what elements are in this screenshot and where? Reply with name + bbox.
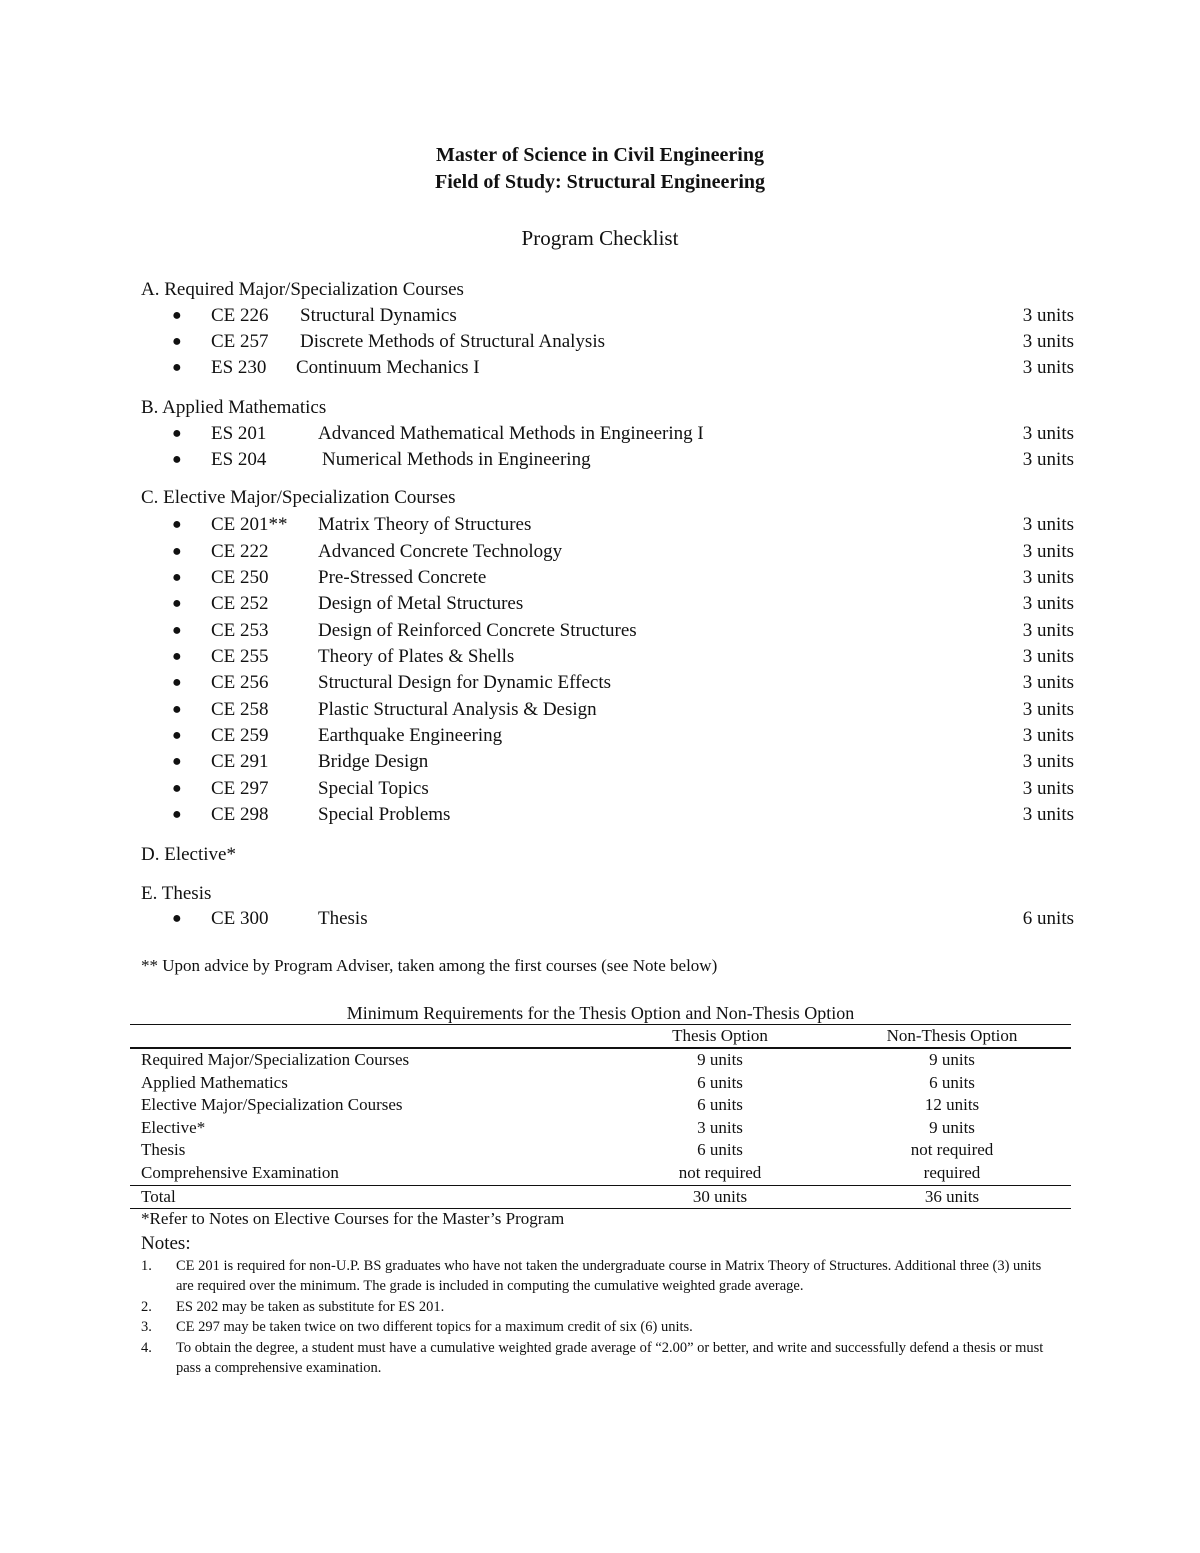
bullet-icon: ● — [172, 622, 182, 639]
course-row — [0, 512, 1200, 538]
col-header-nonthesis: Non-Thesis Option — [886, 1026, 1018, 1045]
course-units: 3 units — [1022, 593, 1074, 614]
note-text: ES 202 may be taken as substitute for ES 201. — [176, 1298, 445, 1315]
total-label: Total — [141, 1186, 176, 1206]
course-row — [0, 447, 1200, 473]
course-units: 3 units — [1022, 778, 1074, 799]
course-row — [0, 644, 1200, 670]
course-title: Advanced Concrete Technology — [318, 541, 563, 562]
course-title: Bridge Design — [318, 751, 429, 772]
course-units: 3 units — [1022, 725, 1074, 746]
course-units: 3 units — [1022, 331, 1074, 352]
row-label: Elective Major/Specialization Courses — [141, 1095, 403, 1115]
course-row — [0, 723, 1200, 749]
course-title: Theory of Plates & Shells — [318, 646, 515, 667]
course-title: Discrete Methods of Structural Analysis — [300, 331, 606, 352]
note-text: CE 201 is required for non-U.P. BS graduates who have not taken the undergraduate course in Matrix Theory of Structures. Additional three (3) units are required over the minimum. The grade is included in computing the cumulative weighted grade average. — [176, 1258, 1042, 1295]
course-title: Numerical Methods in Engineering — [322, 449, 591, 470]
bullet-icon: ● — [172, 701, 182, 718]
course-units: 3 units — [1022, 804, 1074, 825]
bullet-icon: ● — [172, 806, 182, 823]
row-nonthesis-value: 6 units — [929, 1072, 975, 1092]
section-heading-d: D. Elective* — [141, 844, 236, 865]
course-units: 3 units — [1022, 305, 1074, 326]
course-code: CE 297 — [211, 778, 269, 799]
row-thesis-value: not required — [678, 1162, 762, 1182]
requirements-caption: Minimum Requirements for the Thesis Option and Non-Thesis Option — [346, 1003, 855, 1023]
bullet-icon: ● — [172, 753, 182, 770]
section-heading-c: C. Elective Major/Specialization Courses — [141, 487, 456, 508]
table-row — [130, 1072, 1071, 1095]
row-label: Applied Mathematics — [141, 1072, 288, 1092]
row-label: Elective* — [141, 1117, 206, 1137]
note-item — [141, 1256, 1061, 1297]
row-thesis-value: 6 units — [697, 1072, 743, 1092]
bullet-icon: ● — [172, 595, 182, 612]
course-row — [0, 802, 1200, 828]
course-code: CE 298 — [211, 804, 269, 825]
course-code: CE 252 — [211, 593, 269, 614]
section-heading-a: A. Required Major/Specialization Courses — [141, 279, 464, 300]
course-units: 3 units — [1022, 514, 1074, 535]
section-heading-b: B. Applied Mathematics — [141, 397, 327, 418]
course-row — [0, 329, 1200, 355]
bullet-icon: ● — [172, 780, 182, 797]
bullet-icon: ● — [172, 333, 182, 350]
course-title: Advanced Mathematical Methods in Engineering I — [318, 423, 704, 444]
course-row — [0, 906, 1200, 932]
row-label: Required Major/Specialization Courses — [141, 1050, 410, 1069]
course-code: CE 255 — [211, 646, 269, 667]
course-units: 3 units — [1022, 699, 1074, 720]
bullet-icon: ● — [172, 451, 182, 468]
table-header-row — [130, 1025, 1071, 1047]
note-number: 2. — [141, 1298, 152, 1315]
row-label: Thesis — [141, 1140, 186, 1160]
course-row — [0, 618, 1200, 644]
course-code: CE 226 — [211, 305, 269, 326]
checklist-heading: Program Checklist — [521, 226, 679, 250]
note-number: 4. — [141, 1339, 152, 1356]
course-units: 3 units — [1022, 357, 1074, 378]
course-units: 6 units — [1022, 908, 1074, 929]
notes-heading: Notes: — [141, 1233, 191, 1254]
bullet-icon: ● — [172, 674, 182, 691]
page-subtitle-field: Field of Study: Structural Engineering — [434, 171, 765, 193]
table-row — [130, 1117, 1071, 1140]
course-code: CE 258 — [211, 699, 269, 720]
course-code: CE 250 — [211, 567, 269, 588]
total-thesis-value: 30 units — [692, 1186, 748, 1206]
row-nonthesis-value: 12 units — [924, 1095, 980, 1115]
course-title: Plastic Structural Analysis & Design — [318, 699, 597, 720]
course-code: ES 204 — [211, 449, 267, 470]
note-item — [141, 1317, 1061, 1337]
course-code: CE 259 — [211, 725, 269, 746]
section-heading-e: E. Thesis — [141, 883, 212, 904]
course-code: ES 230 — [211, 357, 267, 378]
course-title: Pre-Stressed Concrete — [318, 567, 487, 588]
row-nonthesis-value: 9 units — [929, 1117, 975, 1137]
bullet-icon: ● — [172, 543, 182, 560]
bullet-icon: ● — [172, 648, 182, 665]
note-number: 3. — [141, 1319, 152, 1336]
course-units: 3 units — [1022, 567, 1074, 588]
adviser-footnote: ** Upon advice by Program Adviser, taken among the first courses (see Note below) — [141, 956, 718, 975]
bullet-icon: ● — [172, 569, 182, 586]
note-item — [141, 1297, 1061, 1317]
total-nonthesis-value: 36 units — [924, 1186, 980, 1206]
row-label: Comprehensive Examination — [141, 1162, 339, 1182]
note-number: 1. — [141, 1258, 152, 1274]
row-nonthesis-value: required — [923, 1162, 981, 1182]
course-title: Special Problems — [318, 804, 451, 825]
course-title: Design of Metal Structures — [318, 593, 524, 614]
table-row — [130, 1139, 1071, 1162]
row-thesis-value: 3 units — [697, 1117, 743, 1137]
note-text: To obtain the degree, a student must have a cumulative weighted grade average of “2.00” or better, and write and successfully defend a thesis or must pass a comprehensive examination. — [176, 1339, 1044, 1377]
row-thesis-value: 9 units — [697, 1050, 743, 1069]
table-row — [130, 1094, 1071, 1117]
bullet-icon: ● — [172, 307, 182, 324]
course-row — [0, 565, 1200, 591]
course-code: CE 256 — [211, 672, 269, 693]
course-row — [0, 776, 1200, 802]
table-row — [130, 1162, 1071, 1185]
bullet-icon: ● — [172, 516, 182, 533]
course-code: CE 253 — [211, 620, 269, 641]
course-row — [0, 697, 1200, 723]
course-code: CE 257 — [211, 331, 269, 352]
course-units: 3 units — [1022, 541, 1074, 562]
course-row — [0, 421, 1200, 447]
course-title: Special Topics — [318, 778, 429, 799]
row-nonthesis-value: 9 units — [929, 1050, 975, 1069]
course-units: 3 units — [1022, 449, 1074, 470]
course-code: CE 201** — [211, 514, 288, 535]
course-code: CE 291 — [211, 751, 269, 772]
course-title: Earthquake Engineering — [318, 725, 503, 746]
course-title: Structural Design for Dynamic Effects — [318, 672, 612, 693]
course-units: 3 units — [1022, 672, 1074, 693]
course-units: 3 units — [1022, 751, 1074, 772]
course-row — [0, 670, 1200, 696]
course-row — [0, 749, 1200, 775]
row-thesis-value: 6 units — [697, 1140, 743, 1160]
table-row — [130, 1049, 1071, 1072]
course-units: 3 units — [1022, 423, 1074, 444]
course-title: Thesis — [318, 908, 368, 929]
course-row — [0, 303, 1200, 329]
course-row — [0, 591, 1200, 617]
note-text: CE 297 may be taken twice on two different topics for a maximum credit of six (6) units. — [176, 1319, 693, 1336]
table-total-row — [130, 1186, 1071, 1209]
note-item — [141, 1338, 1061, 1379]
course-row — [0, 539, 1200, 565]
row-thesis-value: 6 units — [697, 1095, 743, 1115]
course-units: 3 units — [1022, 620, 1074, 641]
course-code: ES 201 — [211, 423, 267, 444]
row-nonthesis-value: not required — [910, 1140, 994, 1160]
course-title: Design of Reinforced Concrete Structures — [318, 620, 637, 641]
course-title: Structural Dynamics — [300, 305, 457, 326]
course-title: Matrix Theory of Structures — [318, 514, 532, 535]
bullet-icon: ● — [172, 910, 182, 927]
course-code: CE 300 — [211, 908, 269, 929]
page-title: Master of Science in Civil Engineering — [436, 144, 764, 166]
bullet-icon: ● — [172, 425, 182, 442]
course-code: CE 222 — [211, 541, 269, 562]
course-title: Continuum Mechanics I — [296, 357, 480, 378]
requirements-table — [130, 1002, 1071, 1209]
bullet-icon: ● — [172, 359, 182, 376]
course-units: 3 units — [1022, 646, 1074, 667]
course-row — [0, 355, 1200, 381]
notes-list — [141, 1256, 1061, 1378]
elective-note: *Refer to Notes on Elective Courses for the Master’s Program — [141, 1209, 565, 1228]
col-header-thesis: Thesis Option — [672, 1026, 768, 1045]
bullet-icon: ● — [172, 727, 182, 744]
